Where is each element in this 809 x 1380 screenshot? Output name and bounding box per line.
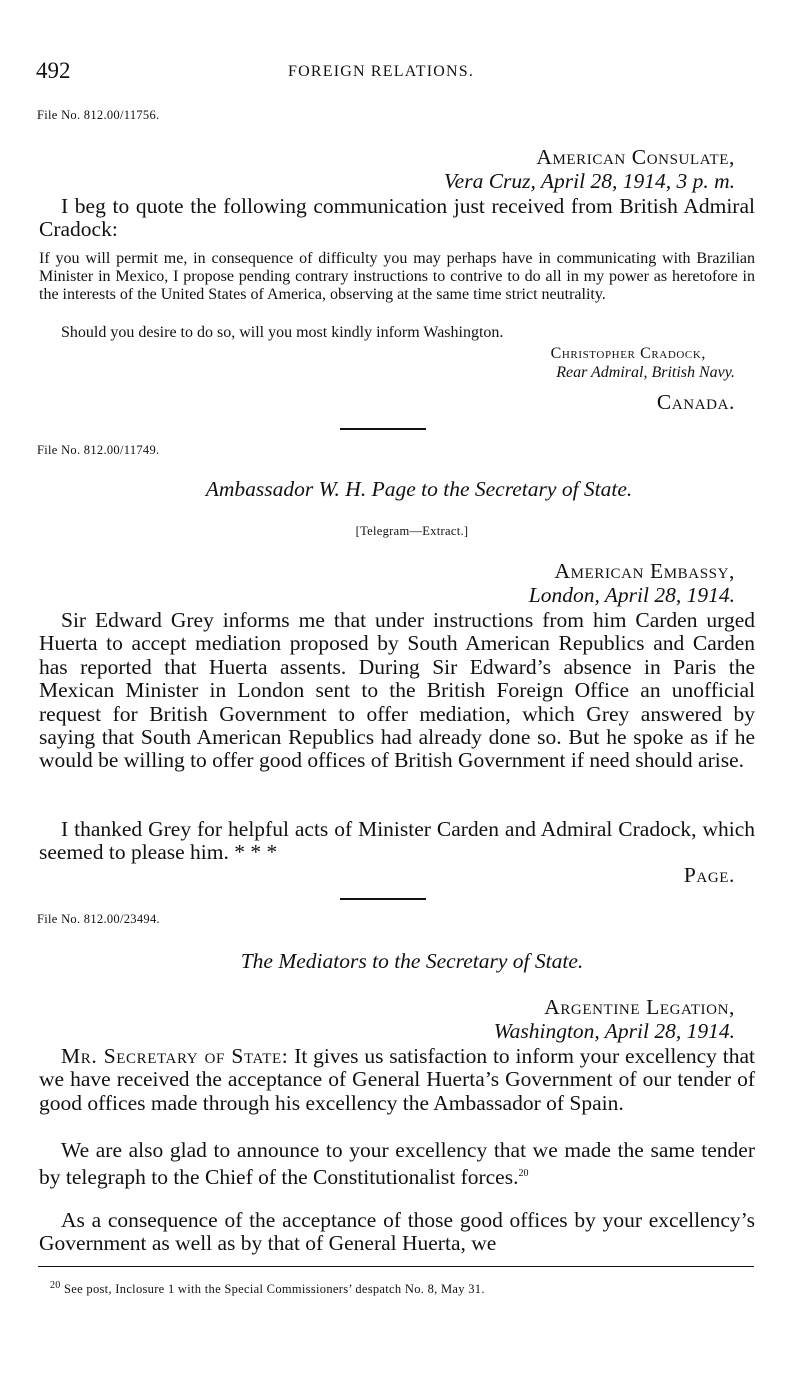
paragraph-text: We are also glad to announce to your excellency that we made the same tender by telegraph to the Chief of the Constitutionalist forces. — [39, 1138, 755, 1190]
quote-signer-title: Rear Admiral, British Navy. — [556, 364, 735, 381]
office-heading: American Embassy, — [554, 559, 735, 583]
quoted-paragraph: If you will permit me, in consequence of difficulty you may perhaps have in communicating with Brazilian Minister in Mexico, I propose pending contrary instructions to contrive to do all in my power as heretofore in the interests of the United States of America, observing at the same time strict neutrality. — [39, 250, 755, 304]
document-title: The Mediators to the Secretary of State. — [240, 949, 584, 973]
body-paragraph: As a consequence of the acceptance of those good offices by your excellency’s Government as well as by that of General Huerta, we — [39, 1208, 755, 1256]
office-heading: American Consulate, — [536, 145, 735, 169]
dateline: London, April 28, 1914. — [528, 583, 735, 607]
body-paragraph: Sir Edward Grey informs me that under instructions from him Carden urged Huerta to accept mediation proposed by South American Republics and Carden has reported that Huerta assents. During Sir Edward’s absence in Paris the Mexican Minister in London sent to the British Foreign Office an unofficial request for British Government to offer mediation, which Grey answered by saying that South American Republics had already done so. But he spoke as if he would be willing to offer good offices of British Government if need should arise. — [39, 608, 755, 773]
file-number: File No. 812.00/11749. — [37, 443, 160, 457]
divider — [340, 898, 426, 900]
file-number: File No. 812.00/23494. — [37, 912, 160, 926]
telegram-note: [Telegram—Extract.] — [355, 524, 469, 538]
footnote-rule — [38, 1266, 754, 1267]
footnote-reference: 20 — [518, 1168, 529, 1180]
body-paragraph: I thanked Grey for helpful acts of Minister Carden and Admiral Cradock, which seemed to please him. * * * — [39, 817, 755, 865]
signature: Page. — [683, 863, 735, 887]
running-title: FOREIGN RELATIONS. — [288, 63, 475, 80]
document-title: Ambassador W. H. Page to the Secretary of State. — [205, 477, 633, 501]
footnote-text: See post, Inclosure 1 with the Special Commissioners’ despatch No. 8, May 31. — [64, 1282, 485, 1297]
signature: Canada. — [656, 390, 735, 414]
paragraph-text: It gives us satisfaction to inform your excellency that we have received the acceptance of General Huerta’s Government of our tender of good offices made through his excellency the Ambassador of Spain. — [39, 1044, 755, 1115]
dateline: Washington, April 28, 1914. — [493, 1019, 735, 1043]
intro-paragraph: I beg to quote the following communication just received from British Admiral Cradock: — [39, 194, 755, 242]
footnote — [50, 1280, 485, 1297]
quote-signer: Christopher Cradock, — [550, 345, 706, 362]
body-paragraph — [39, 1045, 755, 1115]
dateline: Vera Cruz, April 28, 1914, 3 p. m. — [443, 169, 735, 193]
office-heading: Argentine Legation, — [544, 995, 735, 1019]
footnote-marker: 20 — [50, 1280, 61, 1291]
file-number: File No. 812.00/11756. — [37, 108, 160, 122]
divider — [340, 428, 426, 430]
salutation: Mr. Secretary of State: — [61, 1044, 289, 1068]
body-paragraph — [39, 1139, 755, 1190]
quoted-paragraph: Should you desire to do so, will you most kindly inform Washington. — [61, 324, 504, 341]
page-number: 492 — [36, 58, 71, 83]
